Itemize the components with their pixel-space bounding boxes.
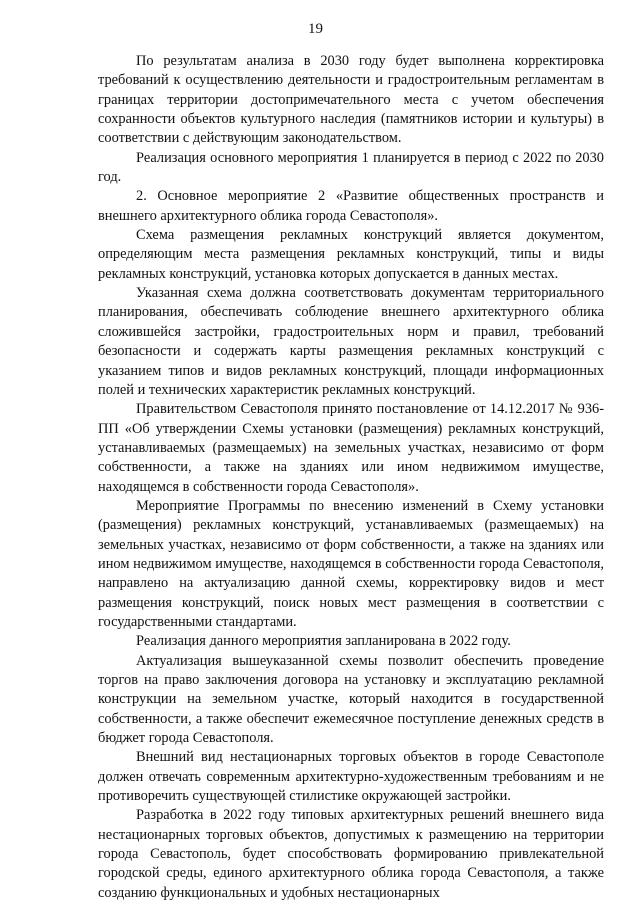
paragraph: Указанная схема должна соответствовать документам территориального планирования, обеспечивать соблюдение внешнего архитектурного облика сложившейся застройки, градостроительных норм и правил, требований безопасности и содержать карты размещения рекламных конструкций с указанием типов и видов рекламных конструкций, площади информационных полей и технических характеристик рекламных конструкций. <box>98 285 604 398</box>
paragraph: Разработка в 2022 году типовых архитектурных решений внешнего вида нестационарных торговых объектов, допустимых к размещению на территории города Севастополь, будет способствовать формированию привлекательной городской среды, единого архитектурного облика города Севастополя, а также созданию функциональных и удобных нестационарных <box>98 807 604 901</box>
document-body <box>98 52 604 903</box>
paragraph: 2. Основное мероприятие 2 «Развитие общественных пространств и внешнего архитектурного облика города Севастополя». <box>98 188 604 224</box>
paragraph: Правительством Севастополя принято постановление от 14.12.2017 № 936-ПП «Об утверждении Схемы установки (размещения) рекламных конструкций, устанавливаемых (размещаемых) на земельных участках, независимо от форм собственности, а также на зданиях или ином недвижимом имуществе, находящемся в собственности города Севастополя». <box>98 401 604 495</box>
paragraph: Реализация данного мероприятия запланирована в 2022 году. <box>136 633 511 650</box>
paragraph: Актуализация вышеуказанной схемы позволит обеспечить проведение торгов на право заключения договора на установку и эксплуатацию рекламной конструкции на земельном участке, который находится в государственной собственности, а также обеспечит ежемесячное поступление денежных средств в бюджет города Севастополя. <box>98 652 604 747</box>
paragraph: Мероприятие Программы по внесению изменений в Схему установки (размещения) рекламных конструкций, устанавливаемых (размещаемых) на земельных участках, независимо от форм собственности, а также на зданиях или ином недвижимом имуществе, находящемся в собственности города Севастополя, направлено на актуализацию данной схемы, корректировку видов и мест размещения конструкций, поиск новых мест размещения в соответствии с государственными стандартами. <box>98 497 604 630</box>
paragraph: Реализация основного мероприятия 1 планируется в период с 2022 по 2030 год. <box>98 149 604 186</box>
paragraph: Внешний вид нестационарных торговых объектов в городе Севастополе должен отвечать современным архитектурно-художественным требованиям и не противоречить существующей стилистике окружающей застройки. <box>98 749 604 805</box>
paragraph: По результатам анализа в 2030 году будет выполнена корректировка требований к осуществлению деятельности и градостроительным регламентам в границах территории достопримечательного места с учетом обеспечения сохранности объектов культурного наследия (памятников истории и культуры) в соответствии с действующим законодательством. <box>98 53 604 147</box>
paragraph: Схема размещения рекламных конструкций является документом, определяющим места размещения рекламных конструкций, типы и виды рекламных конструкций, установка которых допускается в данных местах. <box>98 227 604 282</box>
page-number: 19 <box>308 21 323 37</box>
